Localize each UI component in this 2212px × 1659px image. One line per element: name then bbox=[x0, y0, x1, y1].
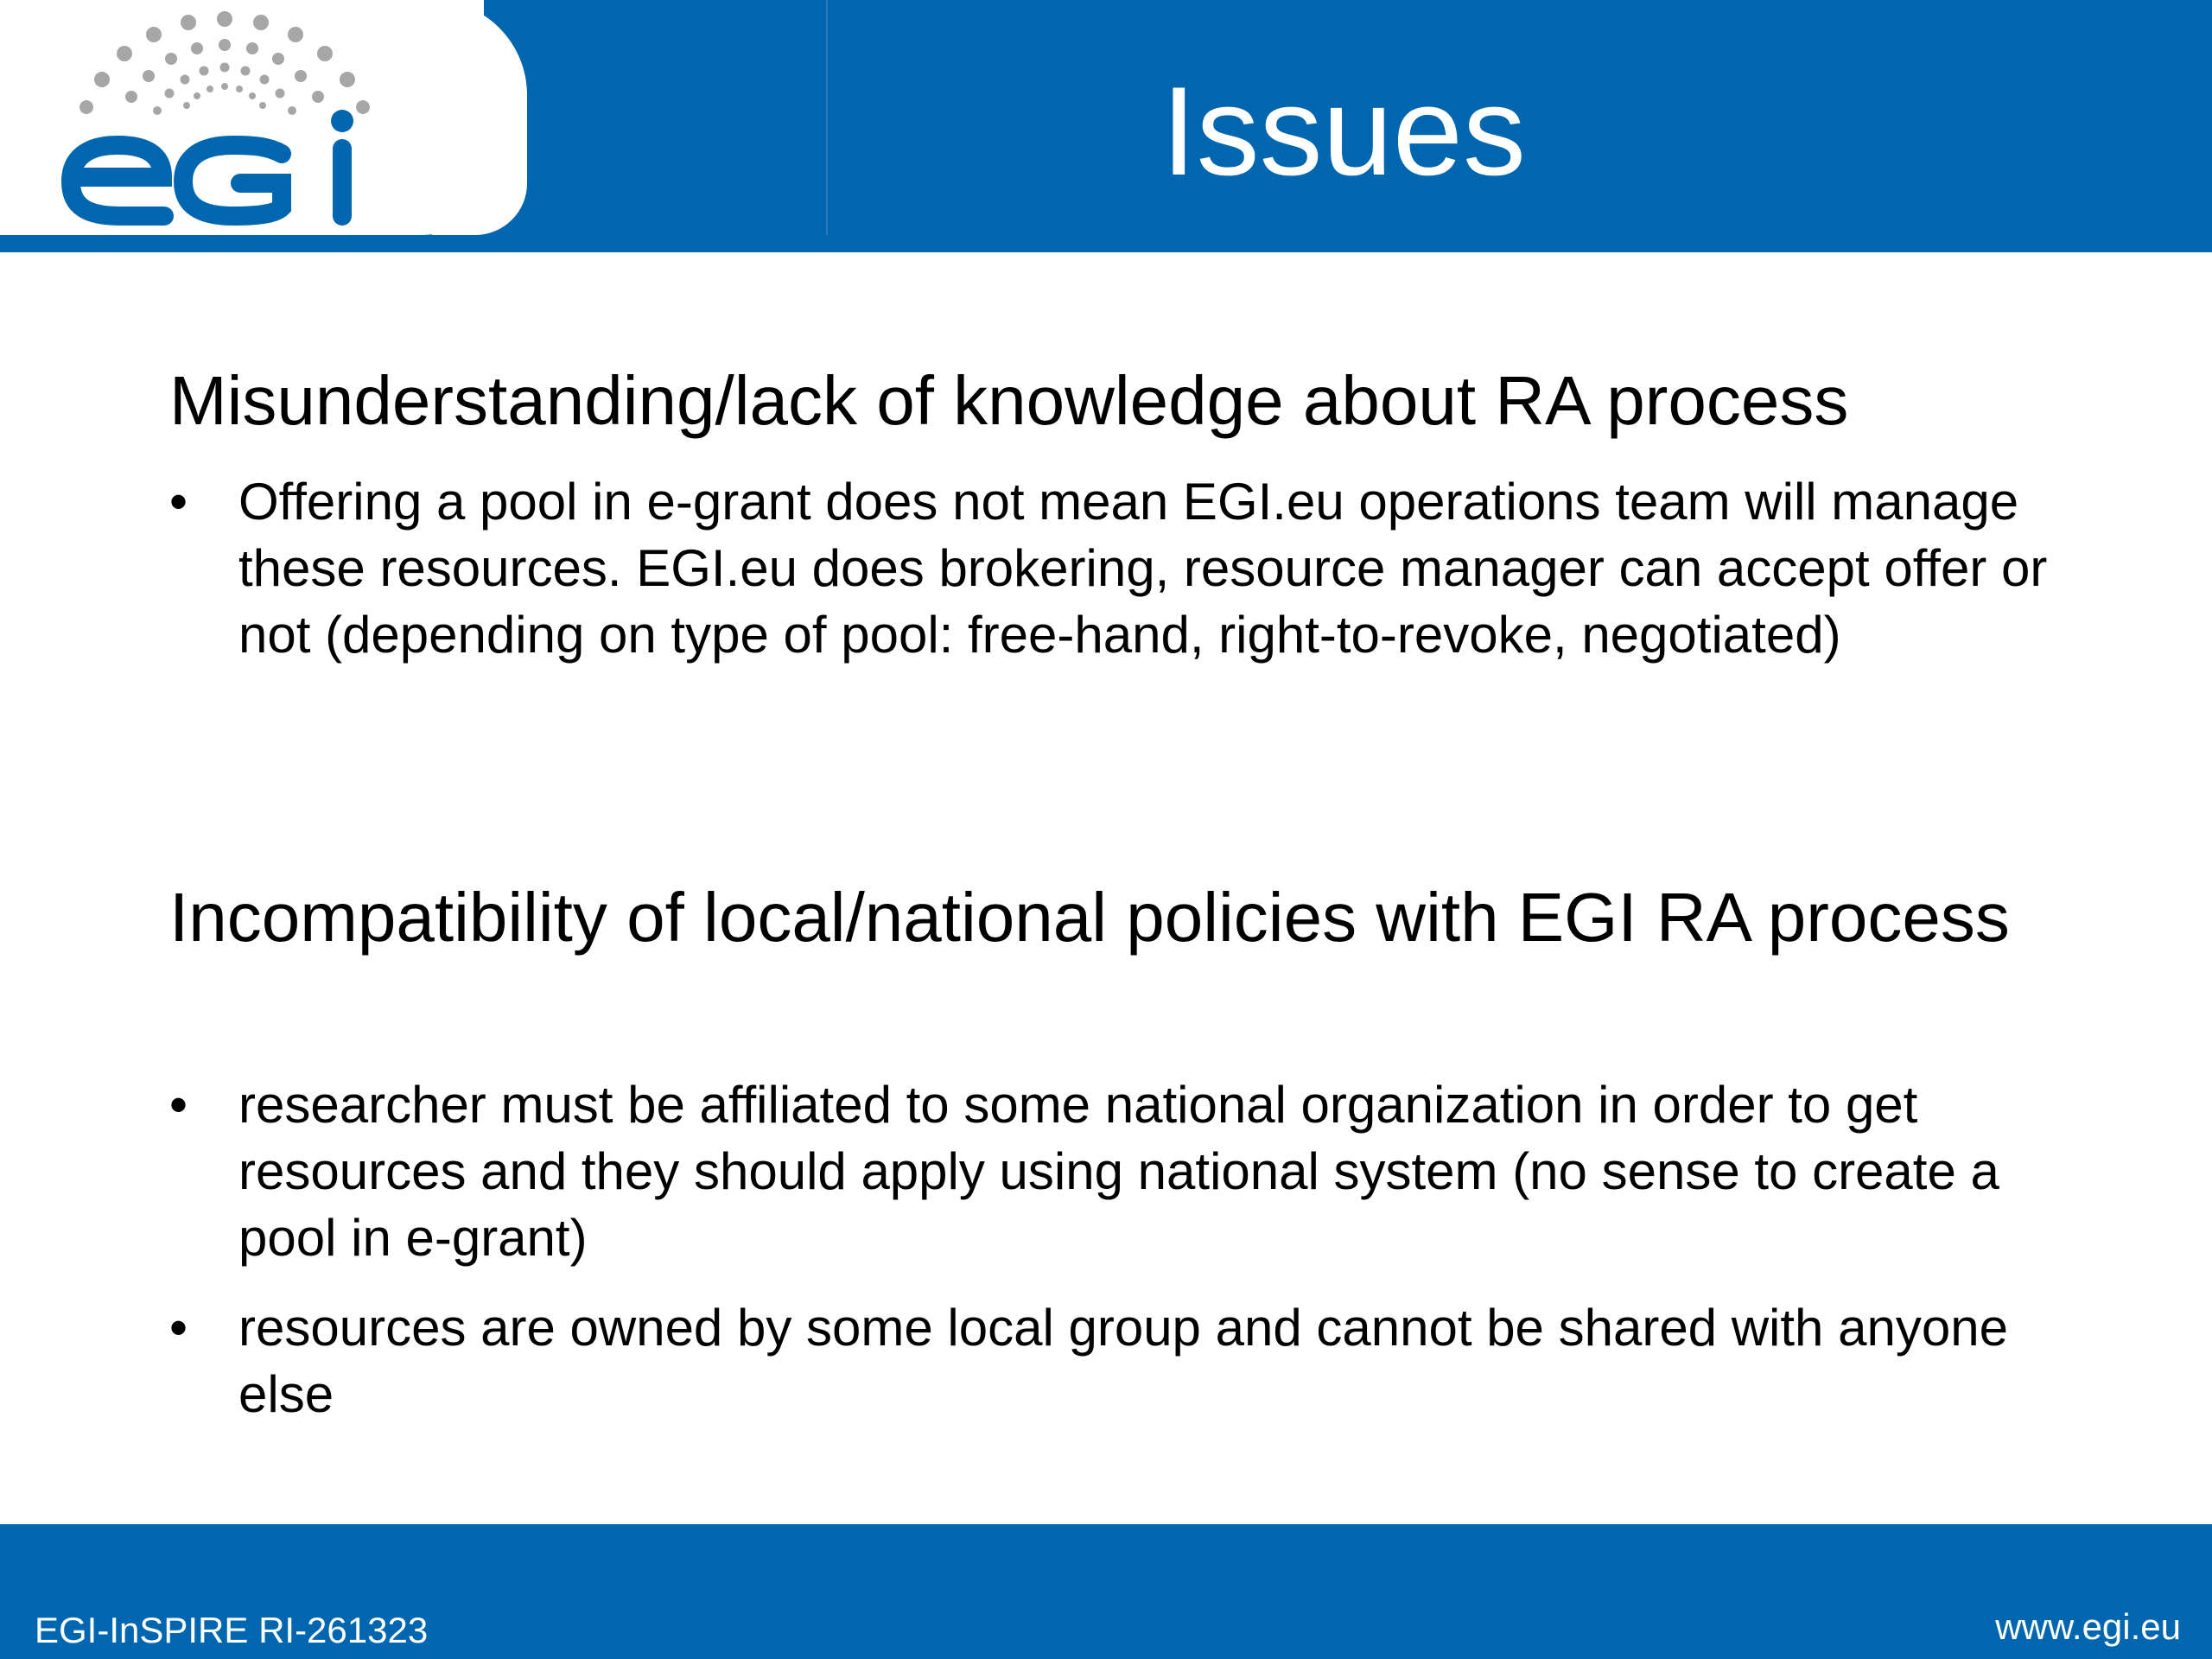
logo-i-dot bbox=[331, 110, 353, 132]
bullet-list-incompatibility bbox=[169, 1071, 2088, 1427]
footer-project-id: EGI-InSPIRE RI-261323 bbox=[35, 1610, 429, 1650]
logo-letters bbox=[71, 145, 342, 216]
logo-panel-curve bbox=[432, 0, 527, 235]
list-item bbox=[169, 468, 2088, 668]
header-divider bbox=[826, 0, 828, 235]
bullet-text: researcher must be affiliated to some national organization in order to get resources and they should apply using national system (no sense to create a pool in e-grant) bbox=[238, 1076, 1999, 1267]
slide-title: Issues bbox=[1161, 60, 1526, 201]
section-heading-incompatibility: Incompatibility of local/national policies with EGI RA process bbox=[169, 879, 2010, 956]
bullet-icon: • bbox=[169, 1076, 188, 1134]
header-bar bbox=[0, 0, 2212, 252]
logo-dot-arc bbox=[79, 11, 370, 115]
footer-website-link[interactable]: www.egi.eu bbox=[1995, 1606, 2181, 1647]
section-heading-misunderstanding: Misunderstanding/lack of knowledge about RA process bbox=[169, 362, 1849, 439]
list-item bbox=[169, 1071, 2088, 1271]
egi-logo-icon bbox=[52, 0, 380, 235]
bullet-text: Offering a pool in e-grant does not mean EGI.eu operations team will manage these resources. EGI.eu does brokering, resource manager can accept offer or not (depending on type of pool: free-hand, right-to-revoke, negotiated) bbox=[238, 473, 2048, 664]
footer-bar bbox=[0, 1524, 2212, 1659]
list-item bbox=[169, 1294, 2088, 1427]
bullet-icon: • bbox=[169, 1299, 188, 1357]
bullet-text: resources are owned by some local group and cannot be shared with anyone else bbox=[238, 1299, 2008, 1423]
bullet-icon: • bbox=[169, 473, 188, 531]
bullet-list-misunderstanding bbox=[169, 468, 2088, 668]
